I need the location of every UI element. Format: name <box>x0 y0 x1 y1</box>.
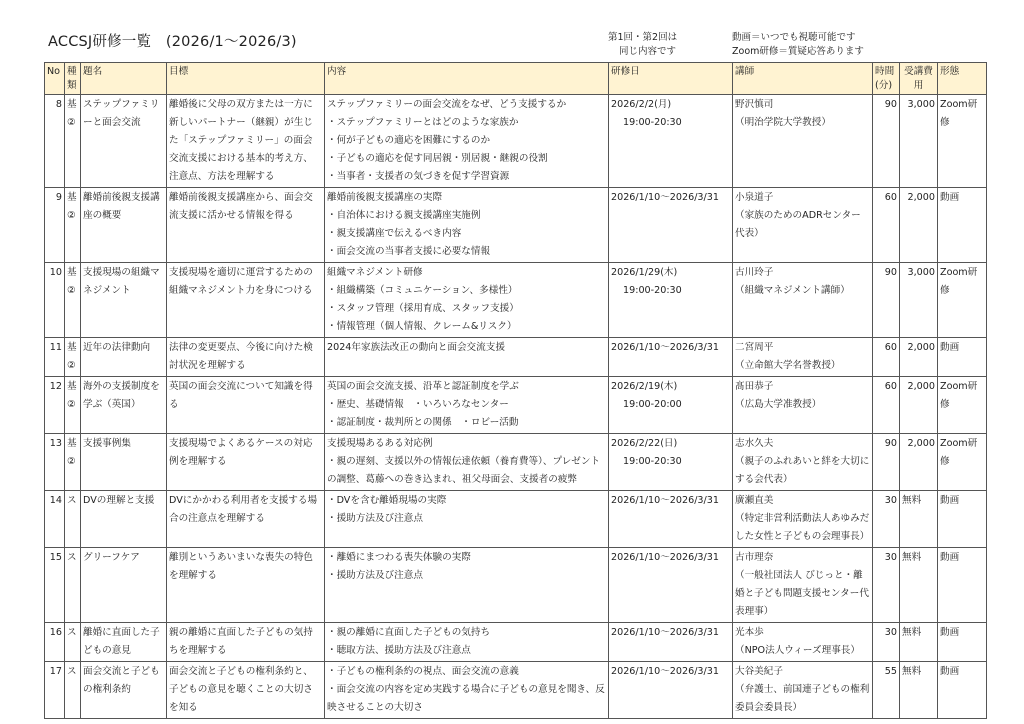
cell-content-line: ・面会交流の内容を定め実践する場合に子どもの意見を聞き、反映させることの大切さ <box>327 684 605 713</box>
cell-content-line: ・DVを含む離婚現場の実際 <box>327 495 447 506</box>
cell-title: 面会交流と子どもの権利条約 <box>81 662 167 719</box>
cell-date-line: 2026/1/10〜2026/3/31 <box>611 192 719 203</box>
header-fee: 受講費用 <box>900 63 938 95</box>
cell-no: 17 <box>45 662 65 719</box>
cell-lecturer-line: 古川玲子 <box>735 267 774 278</box>
cell-goal: DVにかかわる利用者を支援する場合の注意点を理解する <box>167 491 325 548</box>
cell-content <box>325 377 609 434</box>
cell-lecturer <box>733 623 873 662</box>
cell-date-line: 2026/1/10〜2026/3/31 <box>611 495 719 506</box>
table-row <box>45 188 987 263</box>
table-row <box>45 377 987 434</box>
cell-content-line: 2024年家族法改正の動向と面会交流支援 <box>327 342 505 353</box>
cell-date <box>609 338 733 377</box>
table-row <box>45 662 987 719</box>
cell-title: 支援事例集 <box>81 434 167 491</box>
cell-fee: 2,000 <box>900 434 938 491</box>
cell-type: ス <box>65 548 81 623</box>
note-line: 動画＝いつでも視聴可能です <box>732 32 856 43</box>
header-lecturer: 講師 <box>733 63 873 95</box>
cell-lecturer <box>733 434 873 491</box>
cell-fee: 2,000 <box>900 377 938 434</box>
cell-content <box>325 263 609 338</box>
cell-format: 動画 <box>938 338 987 377</box>
cell-fee: 無料 <box>900 491 938 548</box>
cell-date <box>609 623 733 662</box>
cell-lecturer <box>733 95 873 188</box>
cell-lecturer-line: 野沢慎司 <box>735 99 774 110</box>
cell-content-line: ・親の離婚に直面した子どもの気持ち <box>327 627 491 638</box>
cell-content-line: ・子どもの適応を促す同居親・別居親・継親の役割 <box>327 153 548 164</box>
cell-date-line: 2026/1/10〜2026/3/31 <box>611 666 719 677</box>
cell-content <box>325 548 609 623</box>
cell-date <box>609 95 733 188</box>
cell-goal: 支援現場でよくあるケースの対応例を理解する <box>167 434 325 491</box>
cell-date <box>609 377 733 434</box>
cell-lecturer-line: （親子のふれあいと絆を大切にする会代表） <box>735 456 870 485</box>
cell-title: 支援現場の組織マネジメント <box>81 263 167 338</box>
cell-format: Zoom研修 <box>938 263 987 338</box>
cell-content <box>325 95 609 188</box>
cell-lecturer-line: 大谷美紀子 <box>735 666 783 677</box>
cell-time: 30 <box>873 623 900 662</box>
cell-content <box>325 491 609 548</box>
page-title: ACCSJ研修一覧 (2026/1〜2026/3) <box>48 34 297 50</box>
cell-format: 動画 <box>938 491 987 548</box>
cell-lecturer-line: 廣瀬直美 <box>735 495 774 506</box>
cell-fee: 3,000 <box>900 95 938 188</box>
cell-content-line: ・親の遅刻、支援以外の情報伝達依頼（養育費等）、プレゼントの調整、葛藤への巻き込まれ、祖父母面会、支援者の疲弊 <box>327 456 601 485</box>
cell-content <box>325 434 609 491</box>
training-table <box>44 62 987 719</box>
cell-format: Zoom研修 <box>938 95 987 188</box>
header-format: 形態 <box>938 63 987 95</box>
cell-lecturer-line: 髙田恭子 <box>735 381 774 392</box>
cell-content-line: ・歴史、基礎情報 ・いろいろなセンター <box>327 399 509 410</box>
cell-date-line: 19:00-20:30 <box>623 456 682 467</box>
cell-content-line: ・子どもの権利条約の視点、面会交流の意義 <box>327 666 519 677</box>
cell-content <box>325 338 609 377</box>
cell-lecturer-line: （弁護士、前国連子どもの権利委員会委員長） <box>735 684 870 713</box>
header-time: 時間(分) <box>873 63 900 95</box>
note-line: Zoom研修＝質疑応答あります <box>732 45 864 57</box>
header-row <box>45 63 987 95</box>
cell-date <box>609 263 733 338</box>
cell-format: 動画 <box>938 188 987 263</box>
cell-lecturer <box>733 338 873 377</box>
cell-type: 基② <box>65 434 81 491</box>
cell-type: 基② <box>65 95 81 188</box>
cell-title: 離婚前後親支援講座の概要 <box>81 188 167 263</box>
cell-lecturer-line: 二宮周平 <box>735 342 774 353</box>
cell-goal: 離婚後に父母の双方または一方に新しいパートナー（継親）が生じた「ステップファミリー」の面会交流支援における基本的考え方、注意点、方法を理解する <box>167 95 325 188</box>
cell-goal: 英国の面会交流について知識を得る <box>167 377 325 434</box>
cell-content-line: ・離婚にまつわる喪失体験の実際 <box>327 552 471 563</box>
cell-goal: 面会交流と子どもの権利条約と、子どもの意見を聴くことの大切さを知る <box>167 662 325 719</box>
cell-lecturer-line: 小泉道子 <box>735 192 774 203</box>
cell-content-line: ステップファミリーの面会交流をなぜ、どう支援するか <box>327 99 567 110</box>
cell-date-line: 2026/2/22(日) <box>611 438 678 449</box>
cell-content-line: 英国の面会交流支援、沿革と認証制度を学ぶ <box>327 381 519 392</box>
table-row <box>45 623 987 662</box>
note-same-content <box>608 31 702 58</box>
cell-fee: 3,000 <box>900 263 938 338</box>
cell-lecturer-line: 光本歩 <box>735 627 764 638</box>
header-type: 種類 <box>65 63 81 95</box>
cell-type: ス <box>65 491 81 548</box>
cell-lecturer <box>733 491 873 548</box>
table-row <box>45 434 987 491</box>
cell-date-line: 2026/1/10〜2026/3/31 <box>611 552 719 563</box>
cell-content-line: ・組織構築（コミュニケーション、多様性） <box>327 285 518 296</box>
cell-lecturer <box>733 548 873 623</box>
cell-date-line: 19:00-20:00 <box>623 399 682 410</box>
cell-lecturer <box>733 377 873 434</box>
cell-content-line: ・情報管理（個人情報、クレーム&リスク） <box>327 321 517 332</box>
cell-no: 9 <box>45 188 65 263</box>
cell-fee: 無料 <box>900 548 938 623</box>
header-content: 内容 <box>325 63 609 95</box>
cell-content-line: ・自治体における親支援講座実施例 <box>327 210 481 221</box>
cell-goal: 法律の変更要点、今後に向けた検討状況を理解する <box>167 338 325 377</box>
header-no: No <box>45 63 65 95</box>
cell-content <box>325 623 609 662</box>
note-line: 同じ内容です <box>619 45 677 57</box>
cell-content-line: ・聴取方法、援助方法及び注意点 <box>327 645 471 656</box>
cell-fee: 2,000 <box>900 188 938 263</box>
cell-content-line: ・スタッフ管理（採用育成、スタッフ支援） <box>327 303 519 314</box>
table-row <box>45 263 987 338</box>
cell-content-line: 離婚前後親支援講座の実際 <box>327 192 443 203</box>
cell-no: 8 <box>45 95 65 188</box>
cell-type: 基② <box>65 377 81 434</box>
cell-date <box>609 434 733 491</box>
header-goal: 目標 <box>167 63 325 95</box>
cell-lecturer-line: （立命館大学名誉教授） <box>735 360 841 371</box>
cell-lecturer <box>733 188 873 263</box>
cell-date <box>609 662 733 719</box>
cell-date-line: 19:00-20:30 <box>623 117 682 128</box>
cell-goal: 離別というあいまいな喪失の特色を理解する <box>167 548 325 623</box>
cell-goal: 離婚前後親支援講座から、面会交流支援に活かせる情報を得る <box>167 188 325 263</box>
cell-lecturer <box>733 263 873 338</box>
cell-date-line: 2026/1/29(木) <box>611 267 678 278</box>
cell-type: 基② <box>65 188 81 263</box>
cell-type: 基② <box>65 338 81 377</box>
cell-lecturer-line: 志水久夫 <box>735 438 774 449</box>
cell-no: 15 <box>45 548 65 623</box>
header-title: 題名 <box>81 63 167 95</box>
cell-title: ステップファミリーと面会交流 <box>81 95 167 188</box>
cell-date <box>609 188 733 263</box>
cell-no: 14 <box>45 491 65 548</box>
cell-time: 60 <box>873 188 900 263</box>
cell-content-line: ・援助方法及び注意点 <box>327 570 423 581</box>
cell-time: 90 <box>873 95 900 188</box>
cell-time: 60 <box>873 338 900 377</box>
cell-content-line: ・何が子どもの適応を困難にするのか <box>327 135 491 146</box>
cell-no: 13 <box>45 434 65 491</box>
cell-no: 16 <box>45 623 65 662</box>
cell-content-line: ・認証制度・裁判所との関係 ・ロビー活動 <box>327 417 519 428</box>
cell-title: DVの理解と支援 <box>81 491 167 548</box>
cell-date <box>609 491 733 548</box>
cell-type: ス <box>65 662 81 719</box>
cell-content-line: ・親支援講座で伝えるべき内容 <box>327 228 462 239</box>
cell-format: Zoom研修 <box>938 434 987 491</box>
cell-format: Zoom研修 <box>938 377 987 434</box>
cell-date-line: 2026/2/2(月) <box>611 99 672 110</box>
cell-lecturer-line: 古市理奈 <box>735 552 774 563</box>
cell-title: 離婚に直面した子どもの意見 <box>81 623 167 662</box>
cell-lecturer <box>733 662 873 719</box>
cell-content-line: 支援現場あるある対応例 <box>327 438 433 449</box>
cell-time: 60 <box>873 377 900 434</box>
table-row <box>45 548 987 623</box>
cell-fee: 無料 <box>900 662 938 719</box>
cell-date-line: 2026/2/19(木) <box>611 381 678 392</box>
cell-no: 12 <box>45 377 65 434</box>
cell-no: 10 <box>45 263 65 338</box>
cell-lecturer-line: （NPO法人ウィーズ理事長） <box>735 645 860 656</box>
cell-format: 動画 <box>938 662 987 719</box>
cell-goal: 支援現場を適切に運営するための組織マネジメント力を身につける <box>167 263 325 338</box>
cell-content-line: ・当事者・支援者の気づきを促す学習資源 <box>327 171 510 182</box>
cell-time: 90 <box>873 434 900 491</box>
cell-title: 近年の法律動向 <box>81 338 167 377</box>
cell-lecturer-line: （特定非営利活動法人あゆみだした女性と子どもの会理事長） <box>735 513 870 542</box>
cell-lecturer-line: （家族のためのADRセンター代表） <box>735 210 861 239</box>
cell-time: 90 <box>873 263 900 338</box>
cell-date-line: 2026/1/10〜2026/3/31 <box>611 627 719 638</box>
table-row <box>45 95 987 188</box>
cell-format: 動画 <box>938 623 987 662</box>
cell-fee: 2,000 <box>900 338 938 377</box>
cell-content-line: ・援助方法及び注意点 <box>327 513 423 524</box>
cell-lecturer-line: （一般社団法人 びじっと・離婚と子ども問題支援センター代表理事） <box>735 570 869 617</box>
cell-time: 30 <box>873 491 900 548</box>
cell-content <box>325 188 609 263</box>
note-line: 第1回・第2回は <box>608 32 678 43</box>
cell-lecturer-line: （組織マネジメント講師） <box>735 285 850 296</box>
cell-content-line: ・面会交流の当事者支援に必要な情報 <box>327 246 491 257</box>
cell-content <box>325 662 609 719</box>
cell-lecturer-line: （明治学院大学教授） <box>735 117 831 128</box>
cell-fee: 無料 <box>900 623 938 662</box>
cell-time: 55 <box>873 662 900 719</box>
cell-date-line: 19:00-20:30 <box>623 285 682 296</box>
cell-goal: 親の離婚に直面した子どもの気持ちを理解する <box>167 623 325 662</box>
cell-date-line: 2026/1/10〜2026/3/31 <box>611 342 719 353</box>
cell-content-line: ・ステップファミリーとはどのような家族か <box>327 117 519 128</box>
cell-title: 海外の支援制度を学ぶ（英国） <box>81 377 167 434</box>
cell-no: 11 <box>45 338 65 377</box>
cell-lecturer-line: （広島大学准教授） <box>735 399 822 410</box>
header-date: 研修日 <box>609 63 733 95</box>
cell-type: 基② <box>65 263 81 338</box>
cell-date <box>609 548 733 623</box>
note-format-legend <box>732 31 902 58</box>
cell-type: ス <box>65 623 81 662</box>
cell-format: 動画 <box>938 548 987 623</box>
table-row <box>45 338 987 377</box>
cell-content-line: 組織マネジメント研修 <box>327 267 423 278</box>
cell-title: グリーフケア <box>81 548 167 623</box>
cell-time: 30 <box>873 548 900 623</box>
table-row <box>45 491 987 548</box>
